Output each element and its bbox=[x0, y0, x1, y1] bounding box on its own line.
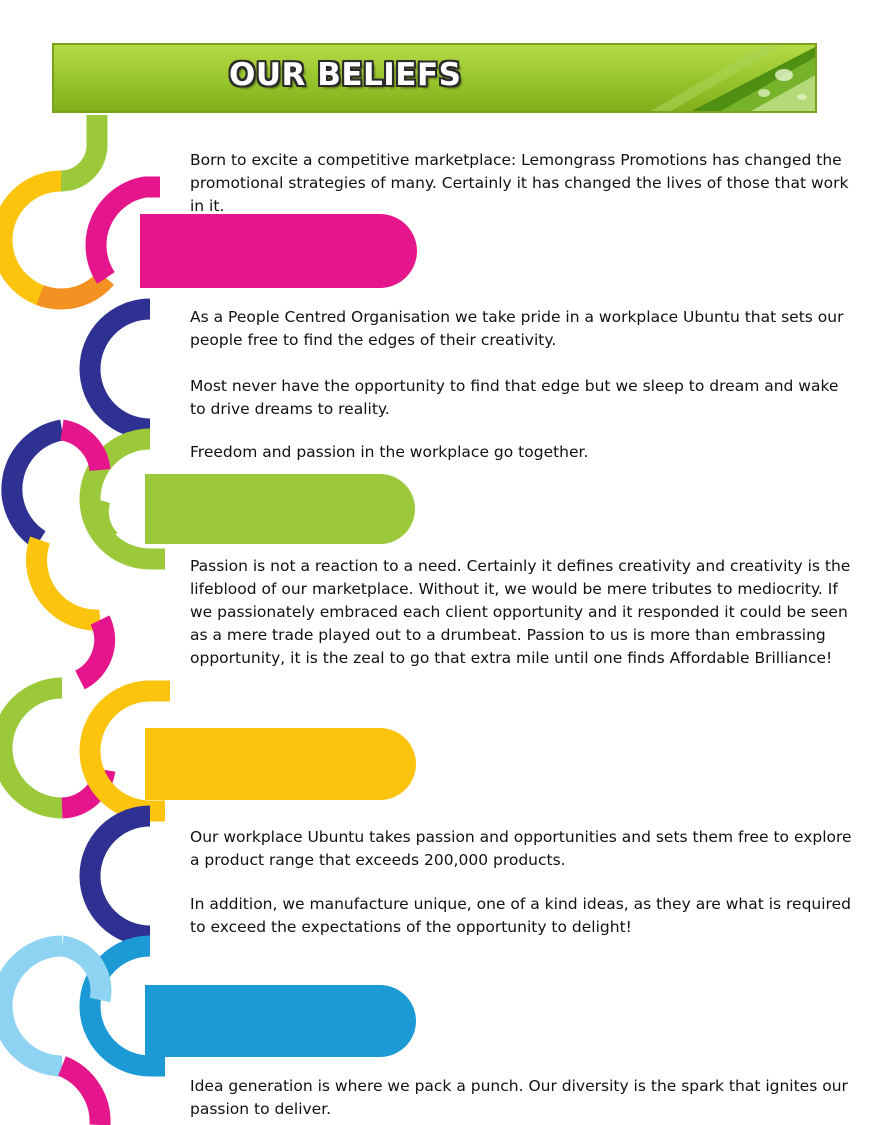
paragraph-manufacture-ideas: In addition, we manufacture unique, one of a kind ideas, as they are what is required to exceed the expectations of the opportunity to delight! bbox=[190, 895, 851, 936]
banner-leaf-art bbox=[644, 45, 817, 113]
ribbon-left-loop-3-green bbox=[2, 688, 62, 808]
ribbon-left-loop-2-magenta bbox=[62, 430, 100, 470]
bar-magenta bbox=[140, 214, 417, 288]
paragraph-idea-generation: Idea generation is where we pack a punch. Our diversity is the spark that ignites our passion to deliver. bbox=[190, 1077, 848, 1118]
ribbon-left-loop-1 bbox=[2, 181, 61, 299]
ribbon-drop-arc bbox=[61, 115, 97, 181]
header-banner bbox=[52, 43, 817, 113]
ribbon-arc-navy-2 bbox=[90, 816, 150, 936]
paragraph-born-to-excite: Born to excite a competitive marketplace: Lemongrass Promotions has changed the promotional strategies of many. Certainly it has changed the lives of those that work in it. bbox=[190, 151, 849, 215]
ribbon-left-loop-2-green bbox=[98, 500, 110, 540]
bar-blue bbox=[145, 985, 416, 1057]
ribbon-left-loop-2-navy bbox=[12, 430, 62, 540]
page-title: OUR BELIEFS bbox=[229, 57, 462, 93]
ribbon-tail-magenta bbox=[62, 1066, 100, 1125]
ribbon-left-loop-2-yellow bbox=[37, 540, 100, 620]
paragraph-passion-definition: Passion is not a reaction to a need. Certainly it defines creativity and creativity is the lifeblood of our marketplace. Without it, we would be mere tributes to mediocrity. If we passionately embraced each client opportunity and it responded it could be seen as a mere trade played out to a drumbeat. Passion to us is more than embrassing opportunity, it is the zeal to go that extra mile until one finds Affordable Brilliance! bbox=[190, 557, 851, 667]
bar-green bbox=[145, 474, 415, 544]
ribbon-arc-navy-1 bbox=[90, 309, 150, 429]
ribbon-left-loop-4-lightblue bbox=[2, 946, 62, 1066]
paragraph-freedom-passion: Freedom and passion in the workplace go together. bbox=[190, 443, 589, 461]
paragraph-people-centred: As a People Centred Organisation we take pride in a workplace Ubuntu that sets our people free to find the edges of their creativity. bbox=[190, 308, 844, 349]
paragraph-sleep-to-dream: Most never have the opportunity to find that edge but we sleep to dream and wake to drive dreams to reality. bbox=[190, 377, 839, 418]
bar-yellow bbox=[145, 728, 416, 800]
paragraph-workplace-ubuntu: Our workplace Ubuntu takes passion and opportunities and sets them free to explore a product range that exceeds 200,000 products. bbox=[190, 828, 852, 869]
